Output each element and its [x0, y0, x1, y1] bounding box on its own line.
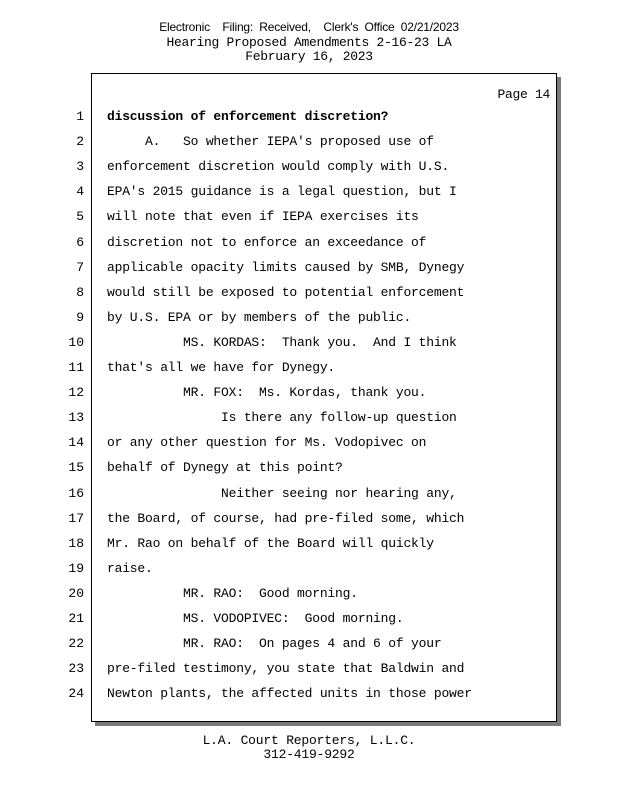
line-number: 21: [68, 611, 84, 626]
filing-stamp: Electronic Filing: Received, Clerk's Office 02/21/2023: [159, 20, 459, 34]
line-number: 20: [68, 586, 84, 601]
line-number: 3: [76, 159, 84, 174]
reporter-phone: 312-419-9292: [263, 747, 355, 762]
line-number: 2: [76, 134, 84, 149]
transcript-line: behalf of Dynegy at this point?: [107, 460, 343, 475]
hearing-title: Hearing Proposed Amendments 2-16-23 LA: [166, 35, 452, 50]
transcript-line: discretion not to enforce an exceedance of: [107, 235, 427, 250]
line-number: 22: [68, 636, 84, 651]
line-number: 9: [76, 310, 84, 325]
line-number: 11: [68, 360, 84, 375]
line-number: 19: [68, 561, 84, 576]
transcript-line: MR. FOX: Ms. Kordas, thank you.: [107, 385, 427, 400]
line-number: 17: [68, 511, 84, 526]
transcript-line: MR. RAO: On pages 4 and 6 of your: [107, 636, 442, 651]
transcript-line: Is there any follow-up question: [107, 410, 457, 425]
transcript-line: enforcement discretion would comply with U.S.: [107, 159, 450, 174]
line-number: 16: [68, 486, 84, 501]
page-number: Page 14: [497, 87, 550, 102]
line-number: 24: [68, 686, 84, 701]
transcript-line: Newton plants, the affected units in those power: [107, 686, 472, 701]
transcript-line: MS. KORDAS: Thank you. And I think: [107, 335, 457, 350]
transcript-line: MR. RAO: Good morning.: [107, 586, 358, 601]
line-number: 14: [68, 435, 84, 450]
line-number: 15: [68, 460, 84, 475]
line-number: 10: [68, 335, 84, 350]
transcript-line: or any other question for Ms. Vodopivec on: [107, 435, 427, 450]
transcript-line: pre-filed testimony, you state that Baldwin and: [107, 661, 465, 676]
transcript-line: MS. VODOPIVEC: Good morning.: [107, 611, 404, 626]
line-number: 8: [76, 285, 84, 300]
transcript-line: EPA's 2015 guidance is a legal question, but I: [107, 184, 457, 199]
line-number: 23: [68, 661, 84, 676]
reporter-name: L.A. Court Reporters, L.L.C.: [202, 733, 416, 748]
line-number: 7: [76, 260, 84, 275]
transcript-line: that's all we have for Dynegy.: [107, 360, 336, 375]
transcript-line: A. So whether IEPA's proposed use of: [107, 134, 434, 149]
transcript-line: raise.: [107, 561, 153, 576]
transcript-line: Neither seeing nor hearing any,: [107, 486, 457, 501]
transcript-line: discussion of enforcement discretion?: [107, 109, 389, 124]
line-number: 1: [76, 109, 84, 124]
line-number: 13: [68, 410, 84, 425]
transcript-line: applicable opacity limits caused by SMB, Dynegy: [107, 260, 465, 275]
line-number: 18: [68, 536, 84, 551]
line-number: 4: [76, 184, 84, 199]
line-number: 6: [76, 235, 84, 250]
transcript-line: by U.S. EPA or by members of the public.: [107, 310, 412, 325]
transcript-line: will note that even if IEPA exercises its: [107, 209, 419, 224]
line-number: 5: [76, 209, 84, 224]
transcript-line: the Board, of course, had pre-filed some, which: [107, 511, 465, 526]
transcript-line: would still be exposed to potential enforcement: [107, 285, 465, 300]
hearing-date: February 16, 2023: [245, 49, 373, 64]
line-number: 12: [68, 385, 84, 400]
transcript-line: Mr. Rao on behalf of the Board will quickly: [107, 536, 434, 551]
